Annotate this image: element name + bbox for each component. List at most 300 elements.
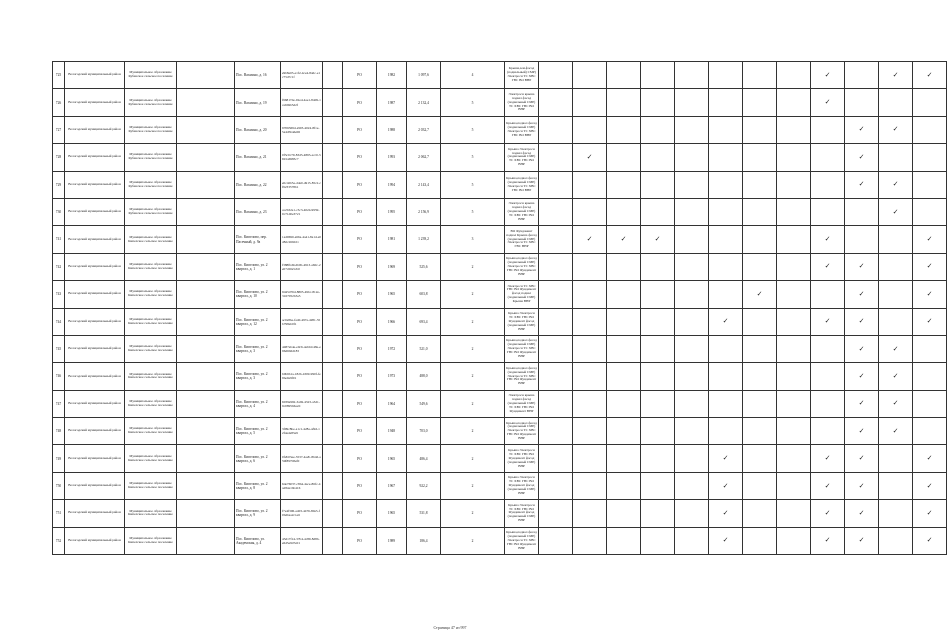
row-number: 728 (53, 144, 65, 171)
check-cell (641, 445, 675, 472)
table-row (53, 390, 947, 417)
empty-cell (323, 281, 343, 308)
district-cell: Вологодский муниципальный район (65, 363, 125, 390)
check-cell: ✓ (845, 116, 879, 143)
check-cell (641, 500, 675, 527)
area-cell: 186,4 (407, 527, 441, 554)
check-cell (879, 500, 913, 527)
check-cell (743, 253, 777, 280)
works-cell: Крыша,подвал фасад (подвальный СМР) Электросн ТС ХВС ГВС ВО Фундамент ВНР (505, 527, 539, 554)
check-cell (539, 198, 573, 225)
check-cell (709, 363, 743, 390)
address-cell: Пос. Кипелово, ул. 2 квартал, д. 12 (235, 308, 281, 335)
check-cell (539, 527, 573, 554)
works-cell: Крыша Электросн подвал фасад (подвальный СМР) ТС ХВС ГВС ВО ВНР (505, 144, 539, 171)
check-cell (641, 89, 675, 116)
check-cell (573, 171, 607, 198)
check-cell (811, 171, 845, 198)
check-cell (607, 116, 641, 143)
empty-cell (177, 253, 235, 280)
row-number: 751 (53, 500, 65, 527)
address-cell: Пос. Вахмино, д. 16 (235, 62, 281, 89)
works-cell: Электросн крыша подвал фасад (подвальный СМР) ТС ХВС ГВС ВО Фундамент ВНР (505, 390, 539, 417)
check-cell (641, 253, 675, 280)
check-cell (879, 472, 913, 499)
municipality-cell: Муниципальное образование Кипелское сельское поселение (125, 335, 177, 362)
check-cell: ✓ (913, 226, 947, 253)
check-cell (539, 144, 573, 171)
area-cell: 521,0 (407, 335, 441, 362)
check-cell (607, 500, 641, 527)
address-cell: Пос. Вахмино, д. 20 (235, 116, 281, 143)
table-row (53, 89, 947, 116)
empty-cell (323, 198, 343, 225)
type-cell: РО (343, 281, 377, 308)
works-cell: Крыша,подвал фасад (подвальный СМР) Электросн ТС ХВС ГВС ВО Фундамент ВНР (505, 418, 539, 445)
table-row (53, 253, 947, 280)
works-cell: Крыша,зем.фасад (подвальный) СМР) Электросн ТС ХВС ГВС ВО ВНР (505, 62, 539, 89)
type-cell: РО (343, 390, 377, 417)
municipality-cell: Муниципальное образование Кипелское сельское поселение (125, 281, 177, 308)
check-cell: ✓ (879, 62, 913, 89)
table-row (53, 363, 947, 390)
type-cell: РО (343, 445, 377, 472)
cadastral-cell: f7e4f306-a403-4476-80a5-f0bdbaa2c1e6 (281, 500, 323, 527)
check-cell (709, 226, 743, 253)
check-cell (675, 472, 709, 499)
empty-cell (323, 390, 343, 417)
check-cell (675, 198, 709, 225)
check-cell (913, 89, 947, 116)
district-cell: Вологодский муниципальный район (65, 62, 125, 89)
check-cell (675, 62, 709, 89)
check-cell (675, 116, 709, 143)
address-cell: Пос. Кипелово, пер. Пасечный, д. 9а (235, 226, 281, 253)
check-cell (913, 198, 947, 225)
cadastral-cell: e9b8e03-e1f2-4ce4-8a6c-e1c75d7c1f (281, 62, 323, 89)
check-cell (641, 527, 675, 554)
check-cell: ✓ (913, 472, 947, 499)
check-cell: ✓ (811, 253, 845, 280)
check-cell (879, 226, 913, 253)
check-cell (641, 335, 675, 362)
check-cell (879, 144, 913, 171)
check-cell: ✓ (573, 144, 607, 171)
municipality-cell: Муниципальное образование Кипелское сельское поселение (125, 418, 177, 445)
empty-cell (323, 116, 343, 143)
check-cell (777, 335, 811, 362)
check-cell: ✓ (845, 390, 879, 417)
area-cell: 1 097,6 (407, 62, 441, 89)
floors-cell: 5 (441, 171, 505, 198)
check-cell (709, 390, 743, 417)
check-cell (811, 335, 845, 362)
empty-cell (177, 308, 235, 335)
check-cell (607, 363, 641, 390)
year-cell: 1972 (377, 335, 407, 362)
address-cell: Пос. Кипелово, ул. 2 квартал, д. 5 (235, 418, 281, 445)
type-cell: РО (343, 198, 377, 225)
district-cell: Вологодский муниципальный район (65, 527, 125, 554)
check-cell (607, 89, 641, 116)
floors-cell: 2 (441, 445, 505, 472)
check-cell: ✓ (879, 198, 913, 225)
check-cell (539, 116, 573, 143)
check-cell (777, 171, 811, 198)
floors-cell: 5 (441, 89, 505, 116)
floors-cell: 3 (441, 226, 505, 253)
check-cell (607, 308, 641, 335)
check-cell (573, 198, 607, 225)
check-cell (675, 418, 709, 445)
check-cell (845, 89, 879, 116)
table-row (53, 226, 947, 253)
check-cell: ✓ (913, 62, 947, 89)
check-cell (709, 116, 743, 143)
year-cell: 1987 (377, 89, 407, 116)
works-cell: Электросн крыша подвал фасад (подвальный СМР) ТС ХВС ГВС ВО ВНР (505, 198, 539, 225)
check-cell (573, 116, 607, 143)
table-row (53, 62, 947, 89)
address-cell: Пос. Вахмино, д. 23 (235, 198, 281, 225)
check-cell (913, 144, 947, 171)
register-table (52, 61, 933, 623)
address-cell: Пос. Кипелово, ул. 2 квартал, д. 8 (235, 472, 281, 499)
check-cell: ✓ (845, 335, 879, 362)
check-cell (641, 171, 675, 198)
check-cell (641, 472, 675, 499)
floors-cell: 2 (441, 253, 505, 280)
year-cell: 1995 (377, 198, 407, 225)
type-cell: РО (343, 363, 377, 390)
year-cell: 1967 (377, 472, 407, 499)
check-cell (641, 363, 675, 390)
address-cell: Пос. Кипелово, ул. Академская, д. 4 (235, 527, 281, 554)
row-number: 743 (53, 281, 65, 308)
row-number: 726 (53, 89, 65, 116)
area-cell: 2 132,4 (407, 89, 441, 116)
row-number: 752 (53, 527, 65, 554)
address-cell: Пос. Кипелово, ул. 2 квартал, д. 3 (235, 335, 281, 362)
check-cell (539, 418, 573, 445)
district-cell: Вологодский муниципальный район (65, 445, 125, 472)
check-cell: ✓ (811, 527, 845, 554)
table-row (53, 198, 947, 225)
district-cell: Вологодский муниципальный район (65, 89, 125, 116)
check-cell (607, 335, 641, 362)
check-cell (573, 472, 607, 499)
floors-cell: 2 (441, 472, 505, 499)
check-cell (879, 527, 913, 554)
check-cell (675, 226, 709, 253)
cadastral-cell: ac0e8be-fa40-497a-a981-55b798eb0f1 (281, 308, 323, 335)
district-cell: Вологодский муниципальный район (65, 198, 125, 225)
check-cell (743, 226, 777, 253)
area-cell: 2 032,7 (407, 116, 441, 143)
table-row (53, 308, 947, 335)
check-cell (675, 445, 709, 472)
cadastral-cell: 0f2b03ee-3537-4a2b-8bdd-a59f897b8ef0 (281, 445, 323, 472)
floors-cell: 2 (441, 418, 505, 445)
check-cell (743, 144, 777, 171)
year-cell: 1982 (377, 62, 407, 89)
table-row (53, 418, 947, 445)
municipality-cell: Муниципальное образование Кубенское сельское поселение (125, 116, 177, 143)
check-cell: ✓ (743, 281, 777, 308)
check-cell (811, 281, 845, 308)
check-cell (743, 89, 777, 116)
empty-cell (323, 144, 343, 171)
district-cell: Вологодский муниципальный район (65, 226, 125, 253)
floors-cell: 2 (441, 281, 505, 308)
check-cell: ✓ (607, 226, 641, 253)
empty-cell (177, 89, 235, 116)
check-cell: ✓ (845, 500, 879, 527)
check-cell (675, 171, 709, 198)
type-cell: РО (343, 171, 377, 198)
check-cell: ✓ (845, 527, 879, 554)
check-cell (539, 62, 573, 89)
check-cell (709, 281, 743, 308)
check-cell (607, 62, 641, 89)
check-cell (675, 363, 709, 390)
floors-cell: 5 (441, 198, 505, 225)
check-cell (913, 335, 947, 362)
check-cell (675, 253, 709, 280)
check-cell (743, 527, 777, 554)
district-cell: Вологодский муниципальный район (65, 116, 125, 143)
table-row (53, 472, 947, 499)
works-cell: Электросн ТС ХВС ГВС ВО Фундамент фасад подвал (подвальный СМР) Крыша ВНР (505, 281, 539, 308)
check-cell (607, 472, 641, 499)
check-cell (743, 445, 777, 472)
check-cell (777, 308, 811, 335)
floors-cell: 2 (441, 308, 505, 335)
area-cell: 703,0 (407, 418, 441, 445)
area-cell: 693,4 (407, 308, 441, 335)
check-cell: ✓ (845, 445, 879, 472)
check-cell (777, 144, 811, 171)
check-cell (743, 500, 777, 527)
check-cell (539, 171, 573, 198)
check-cell: ✓ (811, 226, 845, 253)
municipality-cell: Муниципальное образование Кипелское сельское поселение (125, 308, 177, 335)
check-cell (913, 363, 947, 390)
type-cell: РО (343, 500, 377, 527)
check-cell (879, 281, 913, 308)
check-cell: ✓ (709, 308, 743, 335)
check-cell: ✓ (811, 308, 845, 335)
page-footer: Страница 47 из 997 (433, 625, 467, 630)
check-cell (607, 171, 641, 198)
check-cell (573, 335, 607, 362)
address-cell: Пос. Кипелово, ул. 2 квартал, д. 4 (235, 390, 281, 417)
row-number: 744 (53, 308, 65, 335)
check-cell (879, 89, 913, 116)
type-cell: РО (343, 226, 377, 253)
check-cell (675, 500, 709, 527)
check-cell (811, 363, 845, 390)
municipality-cell: Муниципальное образование Кубенское сельское поселение (125, 171, 177, 198)
check-cell (573, 500, 607, 527)
check-cell (709, 144, 743, 171)
district-cell: Вологодский муниципальный район (65, 418, 125, 445)
year-cell: 1965 (377, 281, 407, 308)
cadastral-cell: 4487eb4e-e0c6-4ab0-b48e-e96d6b6d183 (281, 335, 323, 362)
check-cell (743, 308, 777, 335)
check-cell: ✓ (879, 418, 913, 445)
area-cell: 486,4 (407, 445, 441, 472)
check-cell (573, 253, 607, 280)
cadastral-cell: 43d17f14-37b4-4c89-8d8b-e6d5e9d7e01 (281, 527, 323, 554)
check-cell (607, 418, 641, 445)
year-cell: 1964 (377, 390, 407, 417)
check-cell (539, 226, 573, 253)
municipality-cell: Муниципальное образование Кипелское сельское поселение (125, 363, 177, 390)
check-cell (607, 445, 641, 472)
check-cell (573, 390, 607, 417)
municipality-cell: Муниципальное образование Кубенское сельское поселение (125, 62, 177, 89)
district-cell: Вологодский муниципальный район (65, 335, 125, 362)
area-cell: 531,8 (407, 500, 441, 527)
check-cell (811, 418, 845, 445)
table-row (53, 500, 947, 527)
municipality-cell: Муниципальное образование Кубенское сельское поселение (125, 144, 177, 171)
empty-cell (323, 171, 343, 198)
check-cell: ✓ (709, 500, 743, 527)
row-number: 747 (53, 390, 65, 417)
check-cell (743, 198, 777, 225)
municipality-cell: Муниципальное образование Кипелское сельское поселение (125, 390, 177, 417)
empty-cell (177, 281, 235, 308)
empty-cell (323, 363, 343, 390)
check-cell: ✓ (811, 472, 845, 499)
works-cell: Крыша,подвал фасад (подвальный СМР) Электросн ТС ХВС ГВС ВО Фундамент ВНР (505, 253, 539, 280)
check-cell: ✓ (811, 445, 845, 472)
check-cell: ✓ (811, 62, 845, 89)
table-row (53, 281, 947, 308)
area-cell: 2 156,9 (407, 198, 441, 225)
check-cell (539, 89, 573, 116)
area-cell: 525,6 (407, 253, 441, 280)
municipality-cell: Муниципальное образование Кубенское сельское поселение (125, 89, 177, 116)
type-cell: РО (343, 472, 377, 499)
check-cell: ✓ (709, 472, 743, 499)
year-cell: 1966 (377, 308, 407, 335)
check-cell (539, 390, 573, 417)
check-cell (607, 198, 641, 225)
cadastral-cell: 9d45d76d-8805-49bc-812e-3167052b3a5 (281, 281, 323, 308)
check-cell: ✓ (845, 308, 879, 335)
empty-cell (177, 335, 235, 362)
year-cell: 1969 (377, 253, 407, 280)
address-cell: Пос. Кипелово, ул. 2 квартал, д. 6 (235, 445, 281, 472)
check-cell (641, 116, 675, 143)
type-cell: РО (343, 335, 377, 362)
municipality-cell: Муниципальное образование Кипелское сельское поселение (125, 472, 177, 499)
address-cell: Пос. Кипелово, ул. 2 квартал, д. 1 (235, 253, 281, 280)
check-cell: ✓ (879, 363, 913, 390)
district-cell: Вологодский муниципальный район (65, 500, 125, 527)
works-cell: Электросн крыша подвал фасад (подвальный СМР) ТС ХВС ГВС ВО ВНР (505, 89, 539, 116)
check-cell (709, 418, 743, 445)
check-cell (879, 445, 913, 472)
empty-cell (177, 116, 235, 143)
check-cell (607, 527, 641, 554)
check-cell: ✓ (845, 363, 879, 390)
row-number: 749 (53, 445, 65, 472)
check-cell (879, 253, 913, 280)
check-cell (607, 281, 641, 308)
check-cell: ✓ (845, 144, 879, 171)
check-cell (539, 363, 573, 390)
cadastral-cell: 1ad0690-a66a-4a41-8a1d-e0d82c26b021 (281, 226, 323, 253)
area-cell: 922,2 (407, 472, 441, 499)
cadastral-cell: e0cd2b5a-dda0-4915-85c2-cf9233578b1 (281, 171, 323, 198)
check-cell (675, 390, 709, 417)
check-cell (607, 390, 641, 417)
empty-cell (177, 171, 235, 198)
check-cell: ✓ (913, 500, 947, 527)
check-cell (709, 198, 743, 225)
empty-cell (323, 500, 343, 527)
year-cell: 1989 (377, 527, 407, 554)
check-cell (743, 171, 777, 198)
row-number: 742 (53, 253, 65, 280)
table-row (53, 171, 947, 198)
check-cell: ✓ (811, 500, 845, 527)
empty-cell (177, 363, 235, 390)
empty-cell (323, 226, 343, 253)
check-cell (641, 390, 675, 417)
year-cell: 1965 (377, 445, 407, 472)
empty-cell (323, 527, 343, 554)
area-cell: 488,0 (407, 363, 441, 390)
check-cell (845, 198, 879, 225)
year-cell: 1948 (377, 418, 407, 445)
check-cell: ✓ (879, 335, 913, 362)
empty-cell (323, 253, 343, 280)
check-cell: ✓ (845, 472, 879, 499)
check-cell: ✓ (913, 281, 947, 308)
check-cell (743, 62, 777, 89)
check-cell (539, 500, 573, 527)
check-cell (539, 445, 573, 472)
check-cell: ✓ (913, 527, 947, 554)
district-cell: Вологодский муниципальный район (65, 472, 125, 499)
empty-cell (177, 418, 235, 445)
check-cell (641, 198, 675, 225)
type-cell: РО (343, 253, 377, 280)
cadastral-cell: 6de76037-c8b4-4ace-86fc-4a284a1bb416 (281, 472, 323, 499)
address-cell: Пос. Вахмино, д. 22 (235, 171, 281, 198)
address-cell: Пос. Кипелово, ул. 2 квартал, д. 10 (235, 281, 281, 308)
check-cell (607, 144, 641, 171)
empty-cell (177, 62, 235, 89)
area-cell: 1 239,2 (407, 226, 441, 253)
row-number: 748 (53, 418, 65, 445)
check-cell (777, 445, 811, 472)
cadastral-cell: 0f5c0c79-83d5-4893-acc0-3691a6983c7 (281, 144, 323, 171)
check-cell (573, 62, 607, 89)
cadastral-cell: f96817de-02ed-4ae1-8dd9-1ca6b9b5d2f (281, 89, 323, 116)
check-cell: ✓ (641, 226, 675, 253)
check-cell (709, 89, 743, 116)
type-cell: РО (343, 418, 377, 445)
empty-cell (323, 62, 343, 89)
floors-cell: 2 (441, 390, 505, 417)
row-number: 745 (53, 335, 65, 362)
